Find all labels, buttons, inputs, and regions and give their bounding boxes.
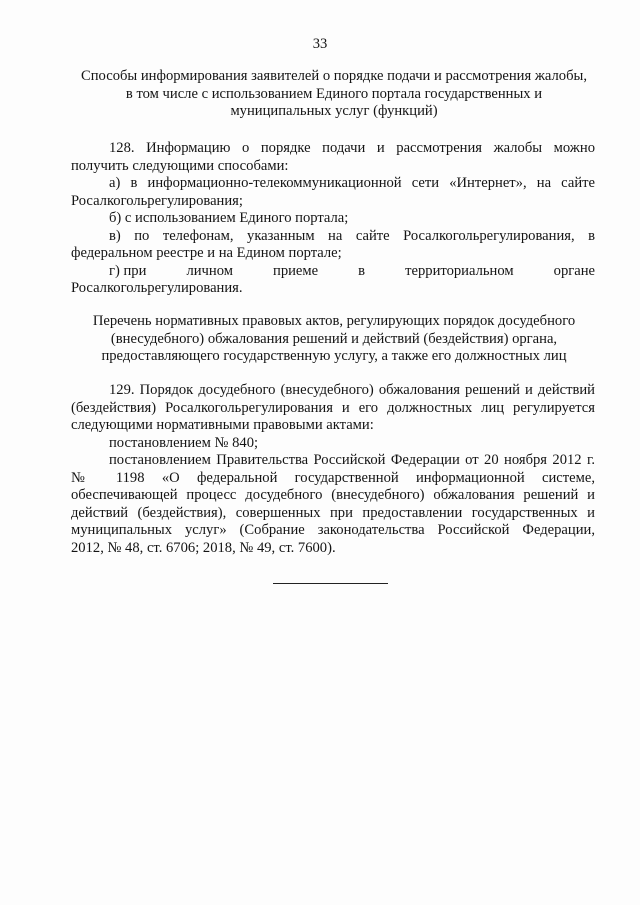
legal-act-1198-line: № 1198 «О федеральной государственной информационной системе, (71, 469, 595, 486)
section-heading-informing (64, 68, 604, 121)
legal-act-1198-line: обеспечивающей процесс досудебного (внесудебного) обжалования решений и (71, 487, 595, 503)
heading-line: Перечень нормативных правовых актов, регулирующих порядок досудебного (92, 313, 576, 329)
paragraph-line: следующими нормативными правовыми актами: (71, 417, 374, 433)
paragraph-line: 128. Информацию о порядке подачи и рассмотрения жалобы можно (109, 140, 595, 156)
closing-divider-line (273, 583, 388, 584)
paragraph-129 (71, 382, 595, 557)
legal-act-840: постановлением № 840; (109, 434, 259, 451)
heading-line: предоставляющего государственную услугу, а также его должностных лиц (101, 348, 567, 364)
paragraph-line: 129. Порядок досудебного (внесудебного) обжалования решений и действий (109, 382, 595, 398)
heading-line: в том числе с использованием Единого портала государственных и (125, 85, 543, 102)
legal-act-1198-line: муниципальных услуг» (Собрание законодательства Российской Федерации, (71, 522, 595, 538)
item-g-word: органе (553, 262, 595, 279)
item-g-word: г) при (109, 262, 147, 279)
legal-act-1198-line: постановлением Правительства Российской Федерации от 20 ноября 2012 г. (109, 452, 595, 468)
list-item-v-continuation: федеральном реестре и на Едином портале; (71, 245, 342, 261)
item-g-word: приеме (273, 262, 319, 279)
heading-line: муниципальных услуг (функций) (230, 103, 438, 119)
page-number: 33 (312, 36, 328, 52)
list-item-a-continuation: Росалкогольрегулирования; (71, 192, 243, 209)
heading-line: (внесудебного) обжалования решений и действий (бездействия) органа, (110, 330, 558, 347)
legal-act-1198-line: действий (бездействия), совершенных при предоставлении государственных и (71, 504, 595, 521)
item-g-word: территориальном (405, 262, 514, 279)
list-item-v: в) по телефонам, указанным на сайте Росалкогольрегулирования, в (109, 227, 595, 244)
item-g-word: личном (186, 262, 233, 279)
section-heading-legal-acts (64, 313, 604, 366)
list-item-b: б) с использованием Единого портала; (109, 210, 349, 226)
item-g-word: в (358, 262, 366, 279)
list-item-a: а) в информационно-телекоммуникационной сети «Интернет», на сайте (109, 175, 595, 191)
heading-line: Способы информирования заявителей о порядке подачи и рассмотрения жалобы, (81, 68, 587, 84)
list-item-g (71, 263, 595, 281)
paragraph-line: получить следующими способами: (71, 157, 289, 174)
paragraph-128 (71, 140, 595, 298)
paragraph-line: (бездействия) Росалкогольрегулирования и его должностных лиц регулируется (71, 399, 595, 416)
legal-act-1198-line: 2012, № 48, ст. 6706; 2018, № 49, ст. 7600). (71, 539, 336, 556)
list-item-g-continuation: Росалкогольрегулирования. (71, 280, 243, 296)
